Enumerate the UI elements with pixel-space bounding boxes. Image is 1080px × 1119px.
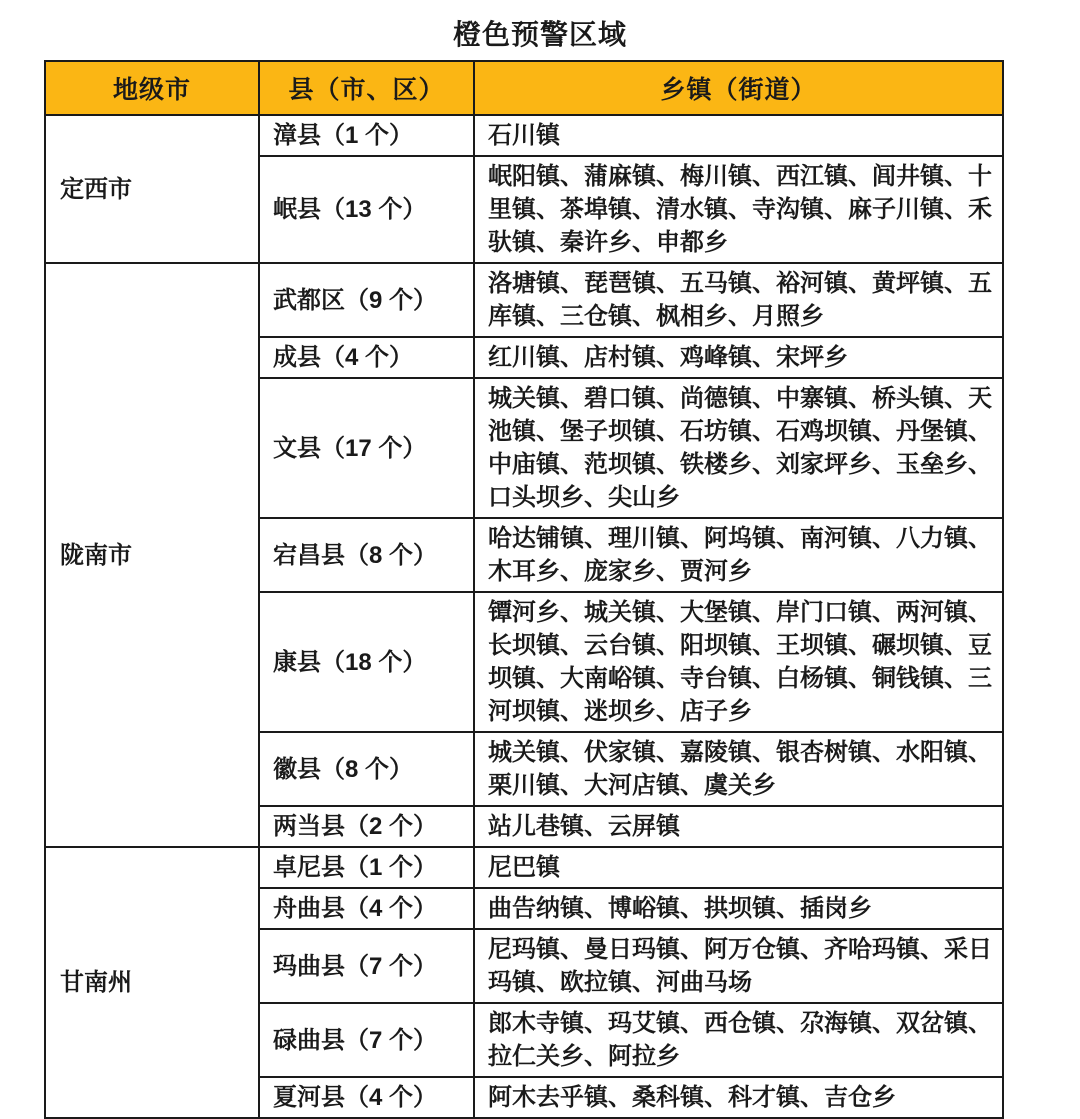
towns-cell: 城关镇、碧口镇、尚德镇、中寨镇、桥头镇、天池镇、堡子坝镇、石坊镇、石鸡坝镇、丹堡镇、中庙镇、范坝镇、铁楼乡、刘家坪乡、玉垒乡、口头坝乡、尖山乡 (474, 378, 1003, 518)
towns-cell: 郎木寺镇、玛艾镇、西仓镇、尕海镇、双岔镇、拉仁关乡、阿拉乡 (474, 1003, 1003, 1077)
orange-warning-table (44, 60, 1004, 1119)
col-header-city: 地级市 (45, 61, 259, 115)
table-body (45, 115, 1003, 1118)
col-header-county: 县（市、区） (259, 61, 474, 115)
towns-cell: 阿木去乎镇、桑科镇、科才镇、吉仓乡 (474, 1077, 1003, 1118)
county-cell: 康县（18 个） (259, 592, 474, 732)
county-cell: 宕昌县（8 个） (259, 518, 474, 592)
county-cell: 碌曲县（7 个） (259, 1003, 474, 1077)
header-row (45, 61, 1003, 115)
towns-cell: 镡河乡、城关镇、大堡镇、岸门口镇、两河镇、长坝镇、云台镇、阳坝镇、王坝镇、碾坝镇、豆坝镇、大南峪镇、寺台镇、白杨镇、铜钱镇、三河坝镇、迷坝乡、店子乡 (474, 592, 1003, 732)
county-cell: 成县（4 个） (259, 337, 474, 378)
table-row (45, 263, 1003, 337)
towns-cell: 城关镇、伏家镇、嘉陵镇、银杏树镇、水阳镇、栗川镇、大河店镇、虞关乡 (474, 732, 1003, 806)
county-cell: 舟曲县（4 个） (259, 888, 474, 929)
table-header (45, 61, 1003, 115)
table-row (45, 847, 1003, 888)
city-cell: 甘南州 (45, 847, 259, 1118)
table-row (45, 115, 1003, 156)
city-cell: 陇南市 (45, 263, 259, 847)
county-cell: 武都区（9 个） (259, 263, 474, 337)
county-cell: 玛曲县（7 个） (259, 929, 474, 1003)
towns-cell: 尼玛镇、曼日玛镇、阿万仓镇、齐哈玛镇、采日玛镇、欧拉镇、河曲马场 (474, 929, 1003, 1003)
county-cell: 文县（17 个） (259, 378, 474, 518)
county-cell: 两当县（2 个） (259, 806, 474, 847)
county-cell: 夏河县（4 个） (259, 1077, 474, 1118)
towns-cell: 洛塘镇、琵琶镇、五马镇、裕河镇、黄坪镇、五库镇、三仓镇、枫相乡、月照乡 (474, 263, 1003, 337)
county-cell: 岷县（13 个） (259, 156, 474, 263)
page-title: 橙色预警区域 (452, 19, 627, 50)
county-cell: 徽县（8 个） (259, 732, 474, 806)
towns-cell: 站儿巷镇、云屏镇 (474, 806, 1003, 847)
county-cell: 漳县（1 个） (259, 115, 474, 156)
col-header-townships: 乡镇（街道） (474, 61, 1003, 115)
county-cell: 卓尼县（1 个） (259, 847, 474, 888)
towns-cell: 岷阳镇、蒲麻镇、梅川镇、西江镇、闾井镇、十里镇、茶埠镇、清水镇、寺沟镇、麻子川镇、禾驮镇、秦许乡、申都乡 (474, 156, 1003, 263)
towns-cell: 石川镇 (474, 115, 1003, 156)
city-cell: 定西市 (45, 115, 259, 263)
towns-cell: 尼巴镇 (474, 847, 1003, 888)
towns-cell: 红川镇、店村镇、鸡峰镇、宋坪乡 (474, 337, 1003, 378)
towns-cell: 哈达铺镇、理川镇、阿坞镇、南河镇、八力镇、木耳乡、庞家乡、贾河乡 (474, 518, 1003, 592)
towns-cell: 曲告纳镇、博峪镇、拱坝镇、插岗乡 (474, 888, 1003, 929)
